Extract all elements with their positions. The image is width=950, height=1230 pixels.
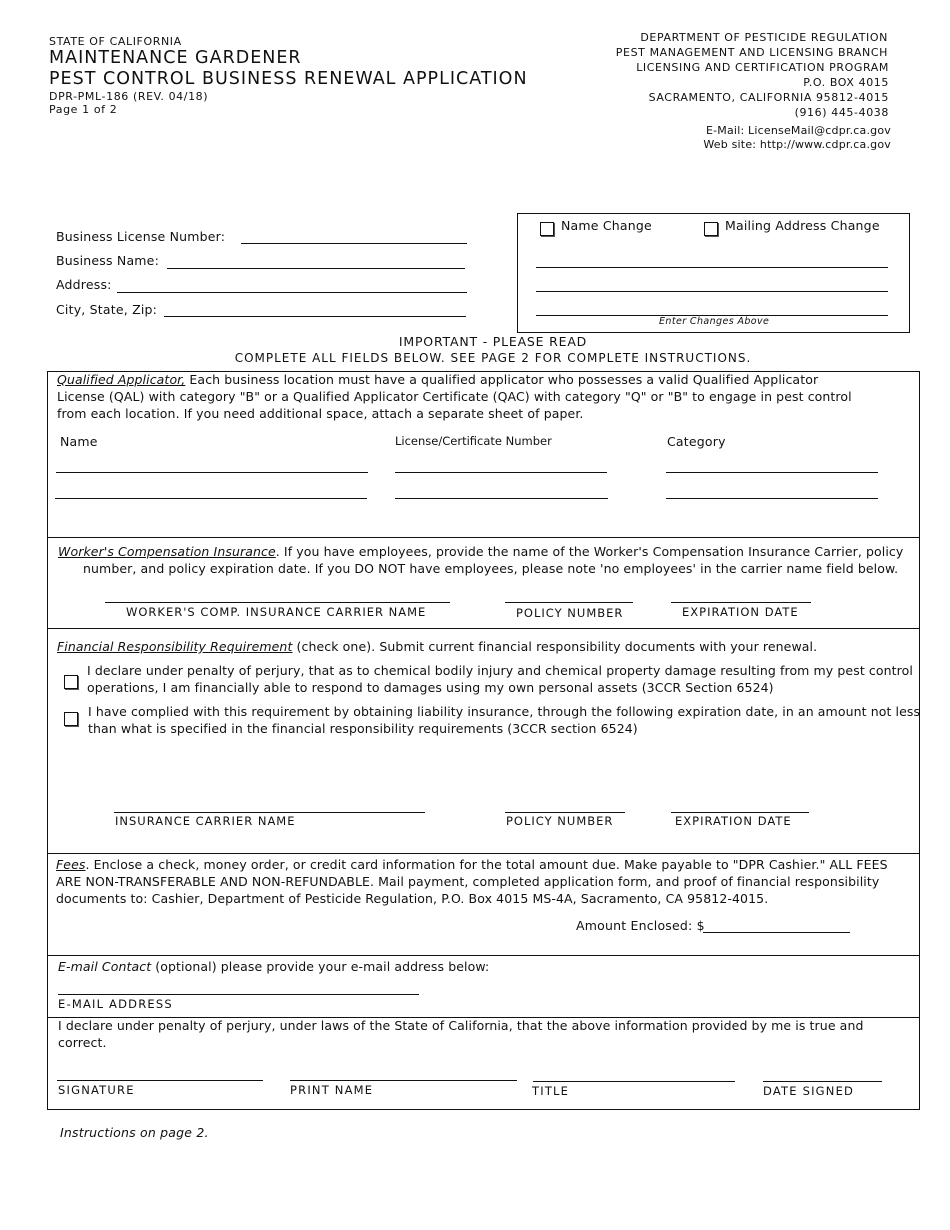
title-label: TITLE — [532, 1084, 570, 1098]
business-name-label: Business Name: — [56, 253, 159, 268]
instructions-note: Instructions on page 2. — [60, 1125, 209, 1140]
city-state-zip-label: City, State, Zip: — [56, 302, 158, 317]
applicator-name-field-1[interactable] — [56, 472, 368, 473]
declaration-line2: correct. — [58, 1035, 107, 1050]
form-title-line2: PEST CONTROL BUSINESS RENEWAL APPLICATION — [49, 69, 528, 89]
address-field[interactable] — [117, 292, 467, 293]
fees-heading: Fees — [56, 857, 86, 872]
change-field-1[interactable] — [536, 267, 888, 268]
mailing-address-change-label: Mailing Address Change — [725, 218, 880, 233]
date-signed-field[interactable] — [763, 1081, 882, 1082]
option1-line1: I declare under penalty of perjury, that as to chemical bodily injury and chemical property damage resulting from my pest control — [87, 663, 913, 678]
applicator-license-field-1[interactable] — [395, 472, 607, 473]
workers-comp-policy-field[interactable] — [505, 602, 633, 603]
option2-line1: I have complied with this requirement by obtaining liability insurance, through the following expiration date, in an amount not less — [88, 704, 921, 719]
qualified-applicator-heading: Qualified Applicator, — [57, 372, 186, 387]
workers-comp-expiration-label: EXPIRATION DATE — [682, 605, 799, 619]
section-divider — [47, 628, 920, 629]
applicator-category-field-2[interactable] — [666, 498, 878, 499]
fees-text: Fees. Enclose a check, money order, or credit card information for the total amount due. Make payable to "DPR Cashier." ALL FEES — [56, 857, 888, 872]
form-number: DPR-PML-186 (REV. 04/18) — [49, 90, 209, 103]
agency-website: Web site: http://www.cdpr.ca.gov — [703, 138, 891, 151]
agency-email: E-Mail: LicenseMail@cdpr.ca.gov — [705, 124, 891, 137]
financial-heading: Financial Responsibility Requirement — [57, 639, 293, 654]
insurance-carrier-field[interactable] — [114, 812, 425, 813]
title-field[interactable] — [533, 1081, 735, 1082]
col-license-label: License/Certificate Number — [395, 434, 552, 448]
financial-text: Financial Responsibility Requirement (check one). Submit current financial responsibility documents with your renewal. — [57, 639, 818, 654]
section-divider — [47, 955, 920, 956]
important-instructions: COMPLETE ALL FIELDS BELOW. SEE PAGE 2 FOR COMPLETE INSTRUCTIONS. — [234, 351, 752, 365]
agency-line2: PEST MANAGEMENT AND LICENSING BRANCH — [615, 46, 888, 59]
applicator-category-field-1[interactable] — [666, 472, 878, 473]
page-number: Page 1 of 2 — [49, 103, 118, 116]
workers-comp-text-line2: number, and policy expiration date. If you DO NOT have employees, please note 'no employees' in the carrier name field below. — [83, 561, 899, 576]
insurance-expiration-label: EXPIRATION DATE — [675, 814, 792, 828]
business-license-label: Business License Number: — [56, 229, 226, 244]
print-name-label: PRINT NAME — [290, 1083, 374, 1097]
liability-insurance-checkbox[interactable] — [64, 712, 78, 726]
col-name-label: Name — [60, 434, 98, 449]
insurance-policy-label: POLICY NUMBER — [506, 814, 614, 828]
agency-city: SACRAMENTO, CALIFORNIA 95812-4015 — [648, 91, 889, 104]
amount-enclosed-label: Amount Enclosed: $ — [576, 918, 705, 933]
name-change-checkbox[interactable] — [540, 222, 554, 236]
email-contact-text: E-mail Contact (optional) please provide your e-mail address below: — [58, 959, 490, 974]
business-name-field[interactable] — [167, 268, 465, 269]
amount-enclosed-field[interactable] — [703, 932, 850, 933]
section-divider — [47, 853, 920, 854]
workers-comp-carrier-label: WORKER'S COMP. INSURANCE CARRIER NAME — [126, 605, 427, 619]
main-form-box — [47, 371, 920, 1110]
fees-text-line2: ARE NON-TRANSFERABLE AND NON-REFUNDABLE. Mail payment, completed application form, and proof of financial responsibility — [56, 874, 880, 889]
date-signed-label: DATE SIGNED — [763, 1084, 855, 1098]
workers-comp-policy-label: POLICY NUMBER — [516, 606, 624, 620]
personal-assets-checkbox[interactable] — [64, 675, 78, 689]
agency-phone: (916) 445-4038 — [794, 106, 889, 119]
email-address-label: E-MAIL ADDRESS — [58, 997, 173, 1011]
state-label: STATE OF CALIFORNIA — [49, 35, 182, 48]
enter-changes-label: Enter Changes Above — [659, 316, 770, 327]
qualified-applicator-text-line3: from each location. If you need additional space, attach a separate sheet of paper. — [57, 406, 584, 421]
signature-field[interactable] — [57, 1080, 263, 1081]
fees-text-line3: documents to: Cashier, Department of Pesticide Regulation, P.O. Box 4015 MS-4A, Sacramento, CA 95812-4015. — [56, 891, 769, 906]
workers-comp-text: Worker's Compensation Insurance. If you have employees, provide the name of the Worker's Compensation Insurance Carrier, policy — [58, 544, 904, 559]
form-title-line1: MAINTENANCE GARDENER — [49, 48, 302, 68]
name-change-label: Name Change — [561, 218, 652, 233]
qualified-applicator-text-line2: License (QAL) with category "B" or a Qualified Applicator Certificate (QAC) with category "Q" or "B" to engage in pest control — [57, 389, 852, 404]
important-heading: IMPORTANT - PLEASE READ — [398, 334, 588, 349]
applicator-license-field-2[interactable] — [395, 498, 608, 499]
section-divider — [47, 537, 920, 538]
agency-line1: DEPARTMENT OF PESTICIDE REGULATION — [640, 31, 888, 44]
business-license-field[interactable] — [241, 243, 467, 244]
print-name-field[interactable] — [290, 1080, 517, 1081]
agency-line3: LICENSING AND CERTIFICATION PROGRAM — [636, 61, 889, 74]
agency-pobox: P.O. BOX 4015 — [803, 76, 889, 89]
qualified-applicator-text: Qualified Applicator, Each business location must have a qualified applicator who possesses a valid Qualified Applicator — [57, 372, 819, 387]
mailing-address-change-checkbox[interactable] — [704, 222, 718, 236]
option1-line2: operations, I am financially able to respond to damages using my own personal assets (3CCR Section 6524) — [87, 680, 774, 695]
city-state-zip-field[interactable] — [164, 316, 466, 317]
col-category-label: Category — [667, 434, 726, 449]
change-field-2[interactable] — [536, 291, 888, 292]
workers-comp-expiration-field[interactable] — [671, 602, 811, 603]
email-address-field[interactable] — [58, 994, 419, 995]
workers-comp-carrier-field[interactable] — [105, 602, 450, 603]
email-contact-heading: E-mail Contact — [58, 959, 152, 974]
applicator-name-field-2[interactable] — [55, 498, 367, 499]
insurance-carrier-label: INSURANCE CARRIER NAME — [115, 814, 296, 828]
signature-label: SIGNATURE — [58, 1083, 135, 1097]
option2-line2: than what is specified in the financial responsibility requirements (3CCR section 6524) — [88, 721, 638, 736]
insurance-expiration-field[interactable] — [671, 812, 809, 813]
workers-comp-heading: Worker's Compensation Insurance — [58, 544, 276, 559]
insurance-policy-field[interactable] — [505, 812, 625, 813]
declaration-line1: I declare under penalty of perjury, under laws of the State of California, that the above information provided by me is true and — [58, 1018, 864, 1033]
address-label: Address: — [56, 277, 112, 292]
